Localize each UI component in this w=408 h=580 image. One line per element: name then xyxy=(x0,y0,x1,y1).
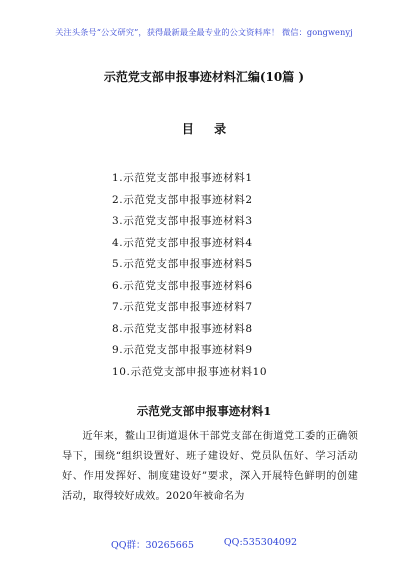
toc-item: 8.示范党支部申报事迹材料8 xyxy=(112,322,253,335)
toc-item: 6.示范党支部申报事迹材料6 xyxy=(112,279,253,292)
section-title: 示范党支部申报事迹材料1 xyxy=(136,404,272,418)
footer-contact xyxy=(0,537,408,551)
toc-heading: 目 录 xyxy=(181,122,235,136)
toc-item: 5.示范党支部申报事迹材料5 xyxy=(112,258,253,270)
toc-item: 3.示范党支部申报事迹材料3 xyxy=(112,215,253,227)
header-promo-note: 关注头条号“公文研究”，获得最新最全最专业的公文资料库！ 微信：gongwenyj xyxy=(55,27,353,37)
table-of-contents xyxy=(112,168,267,383)
footer-qq-group: QQ群：30265665 xyxy=(110,540,194,551)
toc-item: 4.示范党支部申报事迹材料4 xyxy=(112,236,253,249)
toc-item: 7.示范党支部申报事迹材料7 xyxy=(112,301,253,313)
toc-item: 1.示范党支部申报事迹材料1 xyxy=(112,172,253,184)
footer-qq: QQ:535304092 xyxy=(223,537,298,548)
body-paragraph: 近年来，鳌山卫街道退休干部党支部在街道党工委的正确领导下，围绕“组织设置好、班子建设好、党员队伍好、学习活动好、作用发挥好、制度建设好”要求，深入开展特色鲜明的创建活动，取得较好成效。2020年被命名为 xyxy=(62,431,358,502)
document-title: 示范党支部申报事迹材料汇编(10篇 ) xyxy=(103,70,305,84)
toc-item: 10.示范党支部申报事迹材料10 xyxy=(112,365,268,378)
toc-item: 2.示范党支部申报事迹材料2 xyxy=(112,193,253,206)
toc-item: 9.示范党支部申报事迹材料9 xyxy=(112,344,253,356)
